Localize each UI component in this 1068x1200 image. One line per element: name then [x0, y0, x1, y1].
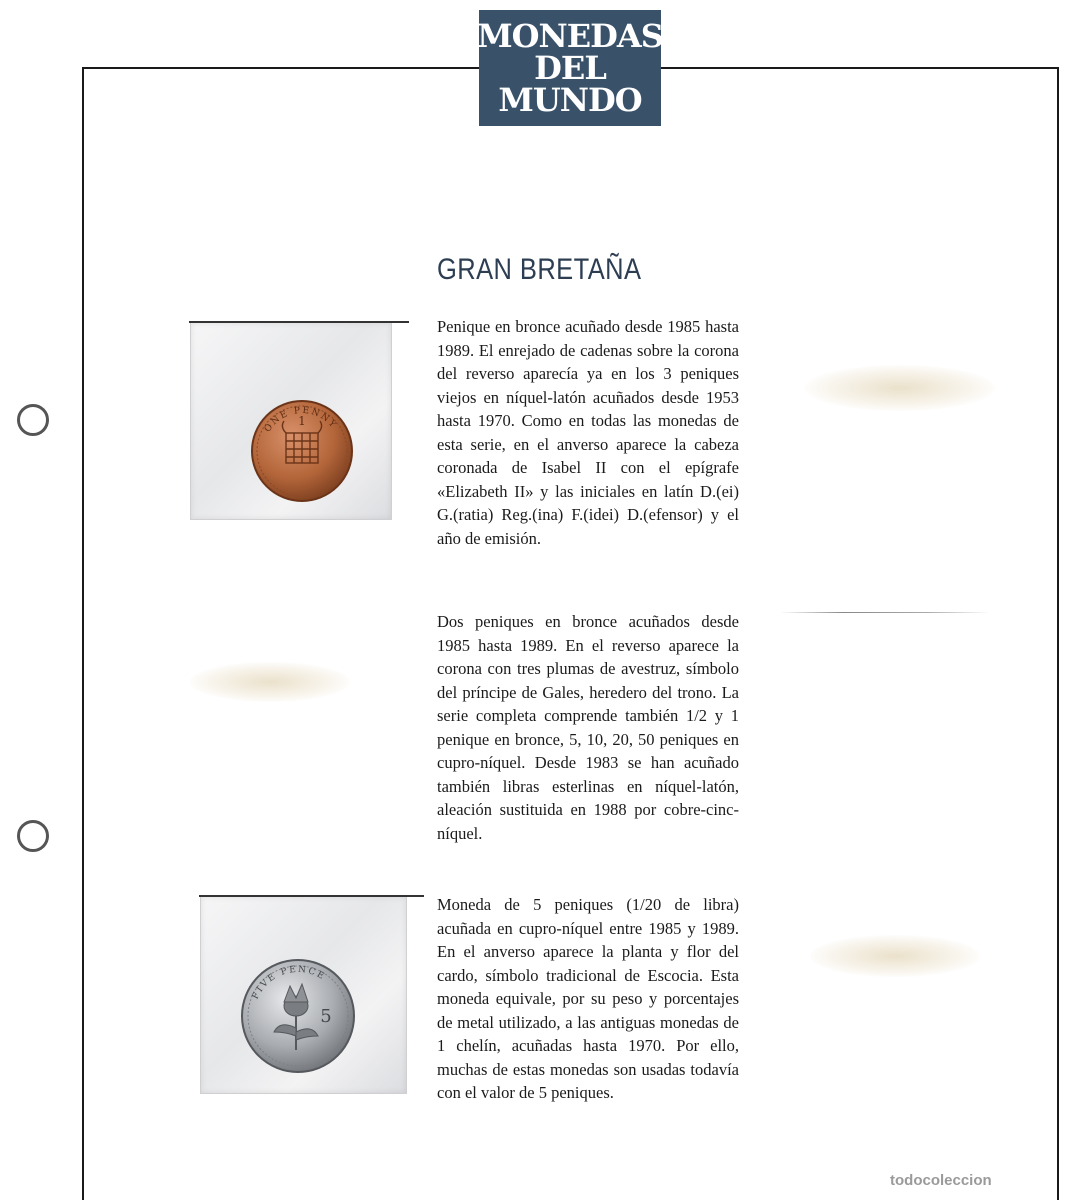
- coin-numeral: 1: [298, 414, 306, 428]
- logo-line-2: DEL: [534, 49, 606, 87]
- pencil-mark: [780, 612, 990, 613]
- five-pence-coin: [240, 958, 356, 1074]
- series-logo: [479, 10, 661, 126]
- coin-description: Penique en bronce acuñado desde 1985 hasta 1989. El enrejado de cadenas sobre la corona del reverso aparecía ya en los 3 peniques viejos en níquel-latón acuñados desde 1953 hasta 1970. Como en todas las monedas de esta serie, en el anverso aparece la cabeza coronada de Isabel II con el epígrafe «Elizabeth II» y las iniciales en latín D.(ei) G.(ratia) Reg.(ina) F.(idei) D.(efensor) y el año de emisión.: [437, 317, 739, 548]
- one-penny-coin: [250, 399, 354, 503]
- logo-line-3: MUNDO: [498, 81, 642, 119]
- coin-description: Dos peniques en bronce acuñados desde 1985 hasta 1989. En el reverso aparece la corona con tres plumas de avestruz, símbolo del príncipe de Gales, heredero del trono. La serie completa comprende también 1/2 y 1 penique en bronce, 5, 10, 20, 50 peniques en cupro-níquel. Desde 1983 se han acuñado también libras esterlinas en níquel-latón, aleación sustituida en 1988 por cobre-cinc-níquel.: [437, 612, 739, 843]
- country-heading: GRAN BRETAÑA: [437, 253, 642, 286]
- page-frame-right: [1057, 67, 1059, 1200]
- coin-numeral: 5: [320, 1006, 332, 1027]
- binder-hole-lower: [17, 820, 49, 852]
- glue-stain: [190, 662, 350, 702]
- coin-inscription: ONE PENNY: [262, 405, 339, 435]
- glue-stain: [810, 935, 980, 977]
- logo-line-1: MONEDAS: [477, 17, 663, 55]
- glue-stain: [805, 365, 995, 411]
- watermark: todocoleccion: [890, 1172, 992, 1189]
- binder-hole-upper: [17, 404, 49, 436]
- page-frame-left: [82, 67, 84, 1200]
- coin-inscription: FIVE PENCE: [250, 964, 328, 1002]
- coin-description: Moneda de 5 peniques (1/20 de libra) acuñada en cupro-níquel entre 1985 y 1989. En el anverso aparece la planta y flor del cardo, símbolo tradicional de Escocia. Esta moneda equivale, por su peso y porcentajes de metal utilizado, a las antiguas monedas de 1 chelín, acuñadas hasta 1970. Por ello, muchas de estas monedas son usadas todavía con el valor de 5 peniques.: [437, 895, 739, 1102]
